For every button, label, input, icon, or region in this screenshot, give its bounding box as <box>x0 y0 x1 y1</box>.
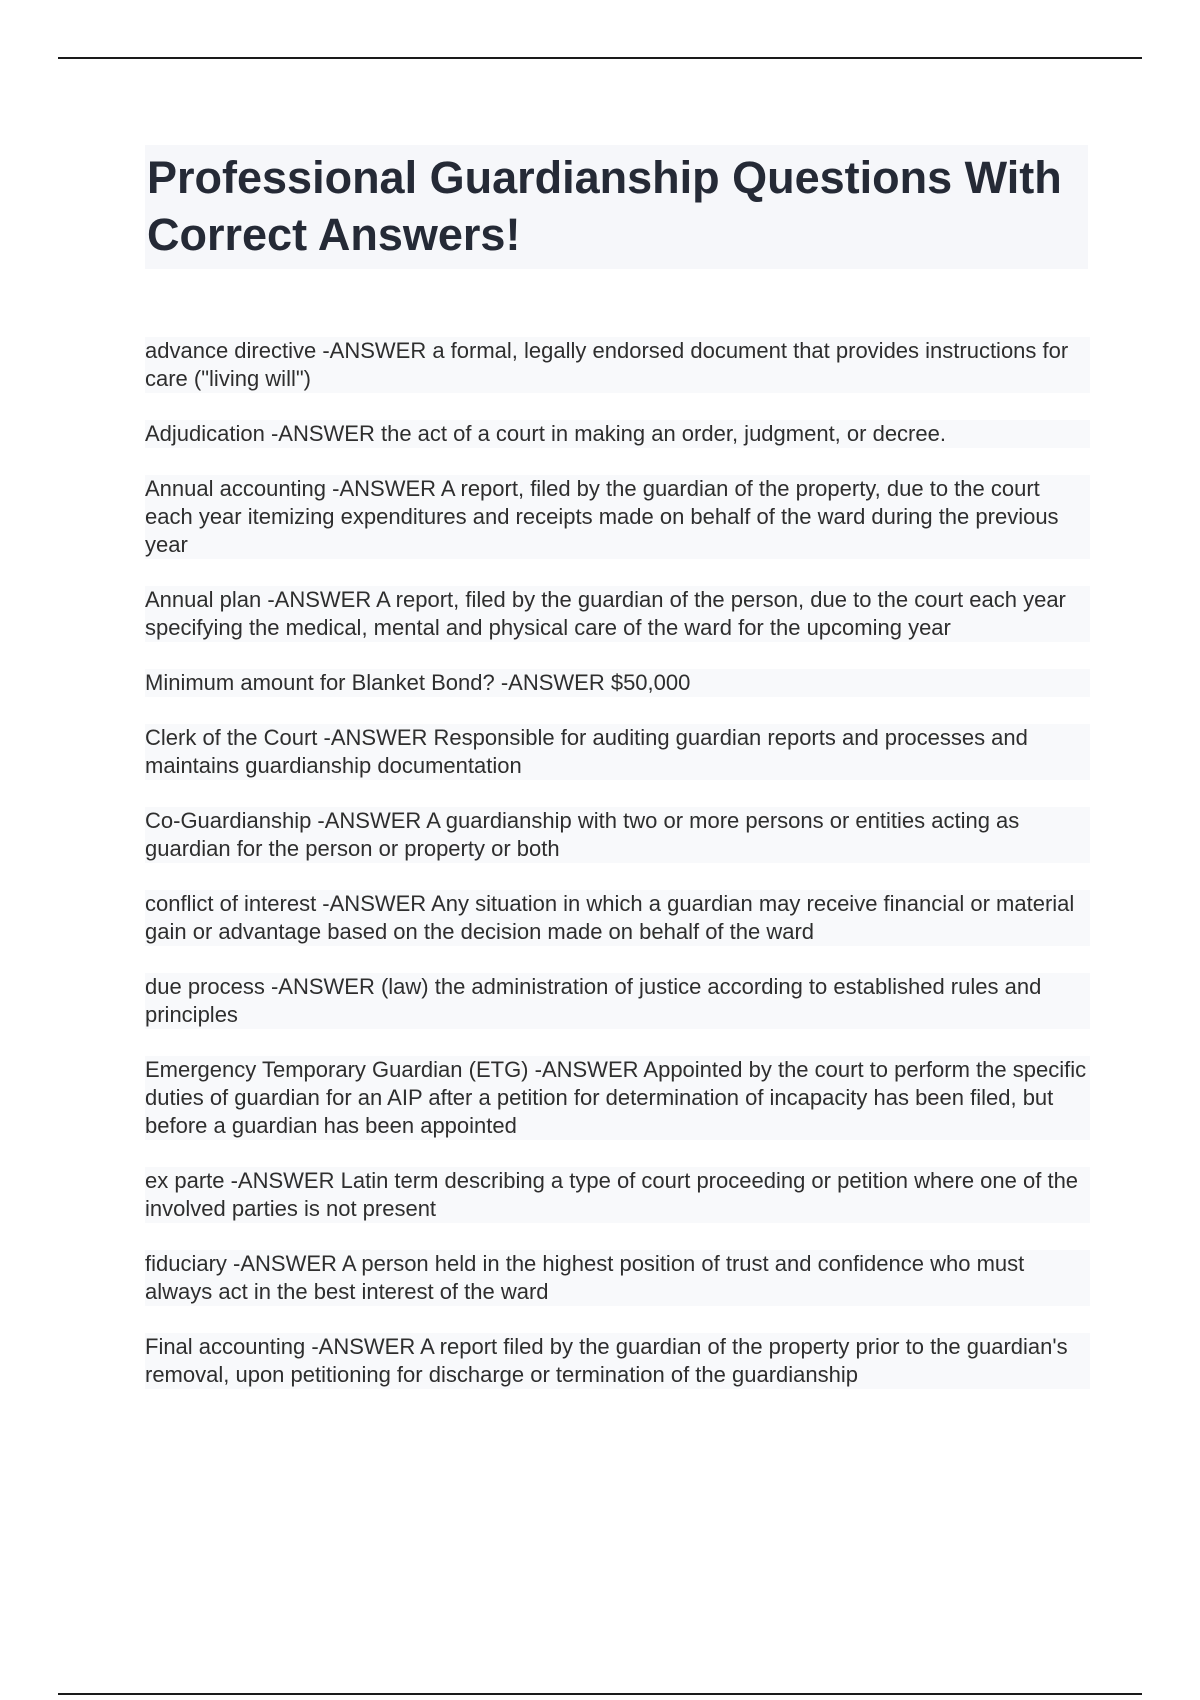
entry-adjudication: Adjudication -ANSWER the act of a court in making an order, judgment, or decree. <box>145 420 1090 448</box>
title-block <box>145 145 1088 269</box>
entry-final-accounting: Final accounting -ANSWER A report filed by the guardian of the property prior to the guardian's removal, upon petitioning for discharge or termination of the guardianship <box>145 1333 1090 1389</box>
top-rule <box>58 57 1142 59</box>
entry-annual-accounting: Annual accounting -ANSWER A report, filed by the guardian of the property, due to the court each year itemizing expenditures and receipts made on behalf of the ward during the previous year <box>145 475 1090 559</box>
entry-conflict-of-interest: conflict of interest -ANSWER Any situation in which a guardian may receive financial or material gain or advantage based on the decision made on behalf of the ward <box>145 890 1090 946</box>
entry-emergency-temporary-guardian: Emergency Temporary Guardian (ETG) -ANSWER Appointed by the court to perform the specific duties of guardian for an AIP after a petition for determination of incapacity has been filed, but before a guardian has been appointed <box>145 1056 1090 1140</box>
bottom-rule <box>58 1693 1142 1695</box>
document-title: Professional Guardianship Questions With Correct Answers! <box>147 152 1062 260</box>
entry-ex-parte: ex parte -ANSWER Latin term describing a type of court proceeding or petition where one of the involved parties is not present <box>145 1167 1090 1223</box>
entry-advance-directive: advance directive -ANSWER a formal, legally endorsed document that provides instructions for care ("living will") <box>145 337 1090 393</box>
entry-fiduciary: fiduciary -ANSWER A person held in the highest position of trust and confidence who must always act in the best interest of the ward <box>145 1250 1090 1306</box>
entry-blanket-bond: Minimum amount for Blanket Bond? -ANSWER $50,000 <box>145 669 1090 697</box>
entry-list <box>145 337 1090 1416</box>
entry-co-guardianship: Co-Guardianship -ANSWER A guardianship with two or more persons or entities acting as guardian for the person or property or both <box>145 807 1090 863</box>
entry-annual-plan: Annual plan -ANSWER A report, filed by the guardian of the person, due to the court each year specifying the medical, mental and physical care of the ward for the upcoming year <box>145 586 1090 642</box>
entry-due-process: due process -ANSWER (law) the administration of justice according to established rules and principles <box>145 973 1090 1029</box>
entry-clerk-of-court: Clerk of the Court -ANSWER Responsible for auditing guardian reports and processes and maintains guardianship documentation <box>145 724 1090 780</box>
